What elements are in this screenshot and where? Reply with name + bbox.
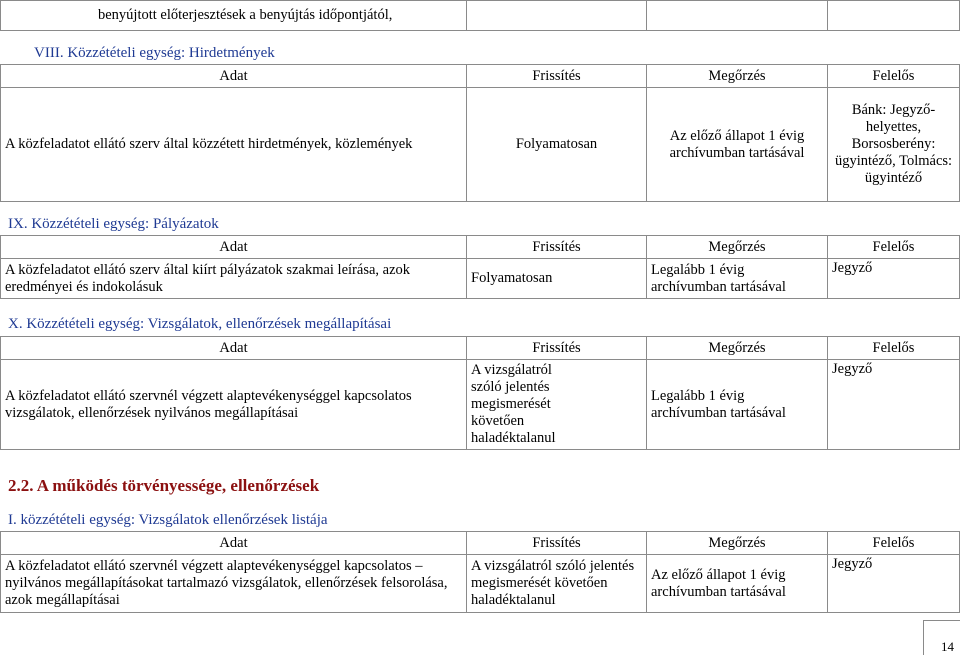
header-megorzes: Megőrzés: [647, 532, 828, 555]
header-felelos: Felelős: [828, 337, 960, 360]
table-ix: [0, 235, 960, 299]
cell-megorzes: Az előző állapot 1 évig archívumban tartásával: [647, 555, 828, 613]
section-title-viii: VIII. Közzétételi egység: Hirdetmények: [34, 45, 275, 61]
header-adat: Adat: [1, 65, 467, 88]
cell-frissites: Folyamatosan: [467, 88, 647, 202]
cell-megorzes: Az előző állapot 1 évig archívumban tartásával: [647, 88, 828, 202]
cell-felelos: Jegyző: [828, 360, 960, 450]
header-frissites: Frissítés: [467, 65, 647, 88]
cell-adat: A közfeladatot ellátó szervnél végzett alaptevékenységgel kapcsolatos – nyilvános megállapításokat tartalmazó vizsgálatok, ellenőrzések felsorolása, azok megállapításai: [1, 555, 467, 613]
header-felelos: Felelős: [828, 236, 960, 259]
cell-felelos: Bánk: Jegyző-helyettes, Borsosberény: ügyintéző, Tolmács: ügyintéző: [828, 88, 960, 202]
cell-frissites: A vizsgálatról szóló jelentés megismerését követően haladéktalanul: [467, 555, 647, 613]
top-table: [0, 0, 960, 31]
cell-frissites: A vizsgálatról szóló jelentés megismerését követően haladéktalanul: [467, 360, 647, 450]
section-title-x: X. Közzétételi egység: Vizsgálatok, ellenőrzések megállapításai: [8, 316, 392, 332]
header-adat: Adat: [1, 236, 467, 259]
header-megorzes: Megőrzés: [647, 337, 828, 360]
top-row-text: benyújtott előterjesztések a benyújtás időpontjától,: [1, 1, 467, 31]
header-frissites: Frissítés: [467, 236, 647, 259]
cell-adat: A közfeladatot ellátó szervnél végzett alaptevékenységgel kapcsolatos vizsgálatok, ellenőrzések nyilvános megállapításai: [1, 360, 467, 450]
header-felelos: Felelős: [828, 65, 960, 88]
table-viii: [0, 64, 960, 202]
cell-megorzes: Legalább 1 évig archívumban tartásával: [647, 259, 828, 299]
cell-felelos: Jegyző: [828, 555, 960, 613]
section-title-ix: IX. Közzétételi egység: Pályázatok: [8, 216, 219, 232]
table-i: [0, 531, 960, 613]
header-adat: Adat: [1, 337, 467, 360]
header-megorzes: Megőrzés: [647, 65, 828, 88]
section-title-i: I. közzétételi egység: Vizsgálatok ellenőrzések listája: [8, 512, 328, 528]
cell-adat: A közfeladatot ellátó szerv által közzétett hirdetmények, közlemények: [1, 88, 467, 202]
header-adat: Adat: [1, 532, 467, 555]
cell-felelos: Jegyző: [828, 259, 960, 299]
header-felelos: Felelős: [828, 532, 960, 555]
cell-megorzes: Legalább 1 évig archívumban tartásával: [647, 360, 828, 450]
cell-frissites: Folyamatosan: [467, 259, 647, 299]
header-megorzes: Megőrzés: [647, 236, 828, 259]
cell-adat: A közfeladatot ellátó szerv által kiírt pályázatok szakmai leírása, azok eredményei és indokolásuk: [1, 259, 467, 299]
header-frissites: Frissítés: [467, 532, 647, 555]
page-number-box: [923, 620, 960, 655]
header-frissites: Frissítés: [467, 337, 647, 360]
page-number: 14: [941, 639, 954, 654]
table-x: [0, 336, 960, 450]
heading-2-2: 2.2. A működés törvényessége, ellenőrzések: [8, 476, 320, 495]
